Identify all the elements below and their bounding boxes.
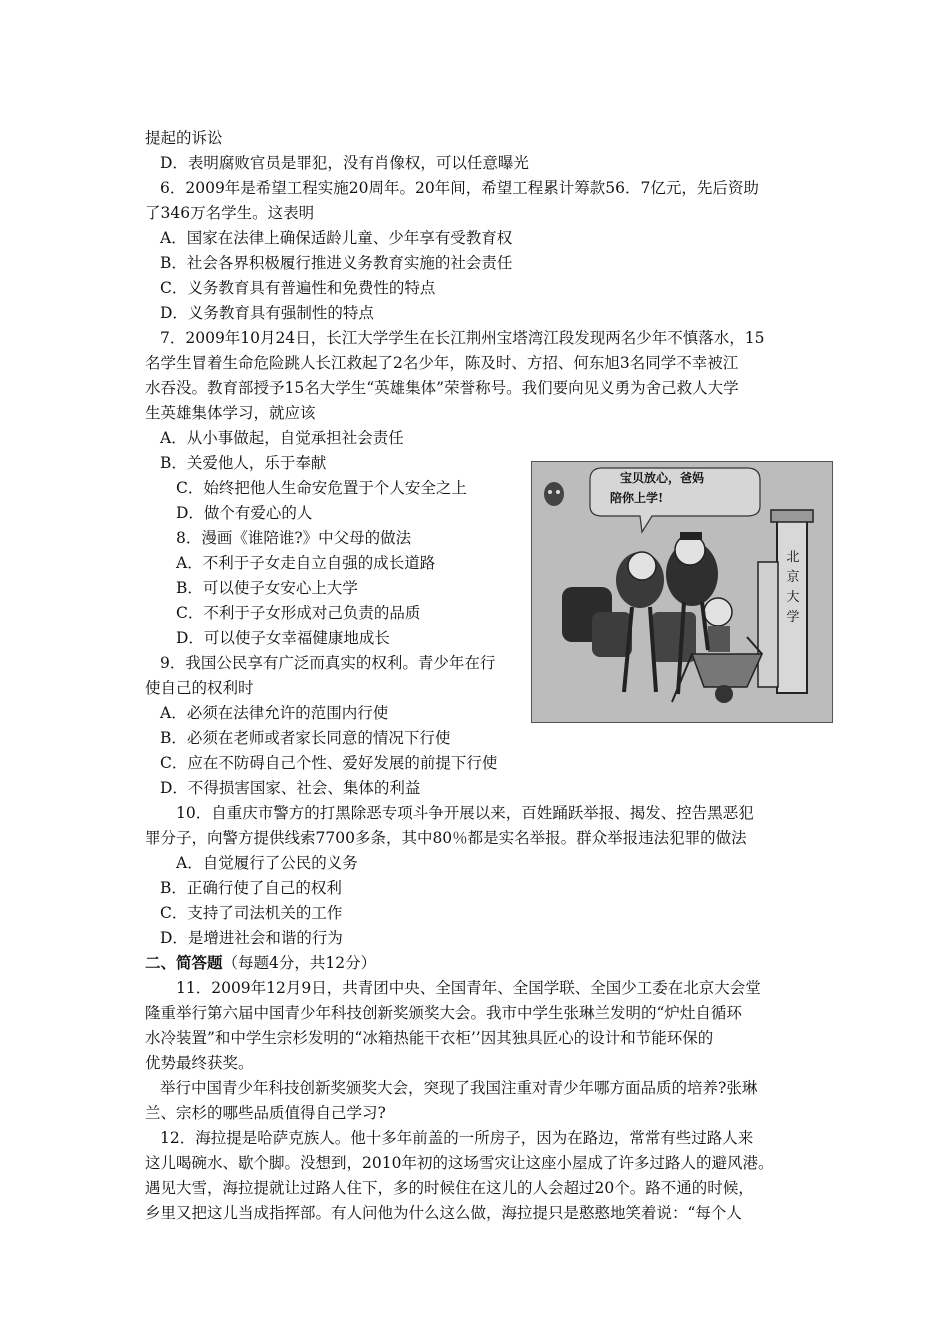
option-line: A．自觉履行了公民的义务 (176, 854, 358, 872)
option-line: C．不利于子女形成对己负责的品质 (176, 604, 421, 622)
text-line: 使自己的权利时 (145, 679, 254, 697)
text-line: 举行中国青少年科技创新奖颁奖大会，突现了我国注重对青少年哪方面品质的培养?张琳 (160, 1079, 758, 1097)
option-line: D．义务教育具有强制性的特点 (160, 304, 374, 322)
text-line: 乡里又把这儿当成指挥部。有人问他为什么这么做，海拉提只是憨憨地笑着说：“每个人 (145, 1204, 742, 1222)
option-line: A．从小事做起，自觉承担社会责任 (160, 429, 404, 447)
option-line: A．必须在法律允许的范围内行使 (160, 704, 389, 722)
option-line: B．正确行使了自己的权利 (160, 879, 342, 897)
cartoon-caption-line1: 宝贝放心，爸妈 (620, 471, 705, 485)
option-line: C．始终把他人生命安危置于个人安全之上 (176, 479, 467, 497)
text-line: 了346万名学生。这表明 (145, 204, 315, 222)
option-line: C．应在不防碍自己个性、爱好发展的前提下行使 (160, 754, 498, 772)
section-heading (145, 953, 376, 973)
option-line: C．支持了司法机关的工作 (160, 904, 343, 922)
text-line: 名学生冒着生命危险跳人长江救起了2名少年，陈及时、方招、何东旭3名同学不幸被江 (145, 354, 739, 372)
option-line: D．可以使子女幸福健康地成长 (176, 629, 390, 647)
text-line: 生英雄集体学习，就应该 (145, 404, 316, 422)
question-9: 9．我国公民享有广泛而真实的权利。青少年在行 (160, 654, 496, 672)
option-line: D．做个有爱心的人 (176, 504, 313, 522)
text-line: 提起的诉讼 (145, 129, 223, 147)
question-12: 12．海拉提是哈萨克族人。他十多年前盖的一所房子，因为在路边，常常有些过路人来 (160, 1129, 754, 1147)
cartoon-sign: 北京大学 (786, 550, 800, 625)
text-line: 这儿喝碗水、歇个脚。没想到，2010年初的这场雪灾让这座小屋成了许多过路人的避风港。 (145, 1154, 774, 1172)
option-line: A．不利于子女走自立自强的成长道路 (176, 554, 436, 572)
question-10: 10．自重庆市警方的打黑除恶专项斗争开展以来，百姓踊跃举报、揭发、控告黑恶犯 (176, 804, 754, 822)
option-line: A．国家在法律上确保适龄儿童、少年享有受教育权 (160, 229, 513, 247)
option-line: C．义务教育具有普遍性和免费性的特点 (160, 279, 436, 297)
question-6: 6．2009年是希望工程实施20周年。20年间，希望工程累计筹款56．7亿元，先后资助 (160, 179, 759, 197)
section-note: （每题4分，共12分） (222, 954, 377, 972)
section-title: 二、简答题 (145, 953, 223, 972)
question-7: 7．2009年10月24日，长江大学学生在长江荆州宝塔湾江段发现两名少年不慎落水，15 (160, 329, 765, 347)
question-11: 11．2009年12月9日，共青团中央、全国青年、全国学联、全国少工委在北京大会堂 (176, 979, 761, 997)
text-line: 优势最终获奖。 (145, 1054, 254, 1072)
text-line: 遇见大雪，海拉提就让过路人住下，多的时候住在这儿的人会超过20个。路不通的时候， (145, 1179, 754, 1197)
text-line: 隆重举行第六届中国青少年科技创新奖颁奖大会。我市中学生张琳兰发明的“炉灶自循环 (145, 1004, 742, 1022)
option-line: D．不得损害国家、社会、集体的利益 (160, 779, 421, 797)
question-8: 8．漫画《谁陪谁?》中父母的做法 (176, 529, 412, 547)
option-line: B．必须在老师或者家长同意的情况下行使 (160, 729, 451, 747)
option-line: B．社会各界积极履行推进义务教育实施的社会责任 (160, 254, 513, 272)
text-line: 水吞没。教育部授予15名大学生“英雄集体”荣誉称号。我们要向见义勇为舍己救人大学 (145, 379, 739, 397)
text-line: 兰、宗杉的哪些品质值得自己学习? (145, 1104, 386, 1122)
text-line: 水冷装置”和中学生宗杉发明的“冰箱热能干衣柜’’因其独具匠心的设计和节能环保的 (145, 1029, 714, 1047)
text-line: 罪分子，向警方提供线索7700多条，其中80％都是实名举报。群众举报违法犯罪的做法 (145, 829, 747, 847)
option-line: D．表明腐败官员是罪犯，没有肖像权，可以任意曝光 (160, 154, 529, 172)
option-line: B．可以使子女安心上大学 (176, 579, 358, 597)
cartoon-caption-line2: 陪你上学! (610, 491, 664, 505)
option-line: D．是增进社会和谐的行为 (160, 929, 343, 947)
option-line: B．关爱他人，乐于奉献 (160, 454, 327, 472)
